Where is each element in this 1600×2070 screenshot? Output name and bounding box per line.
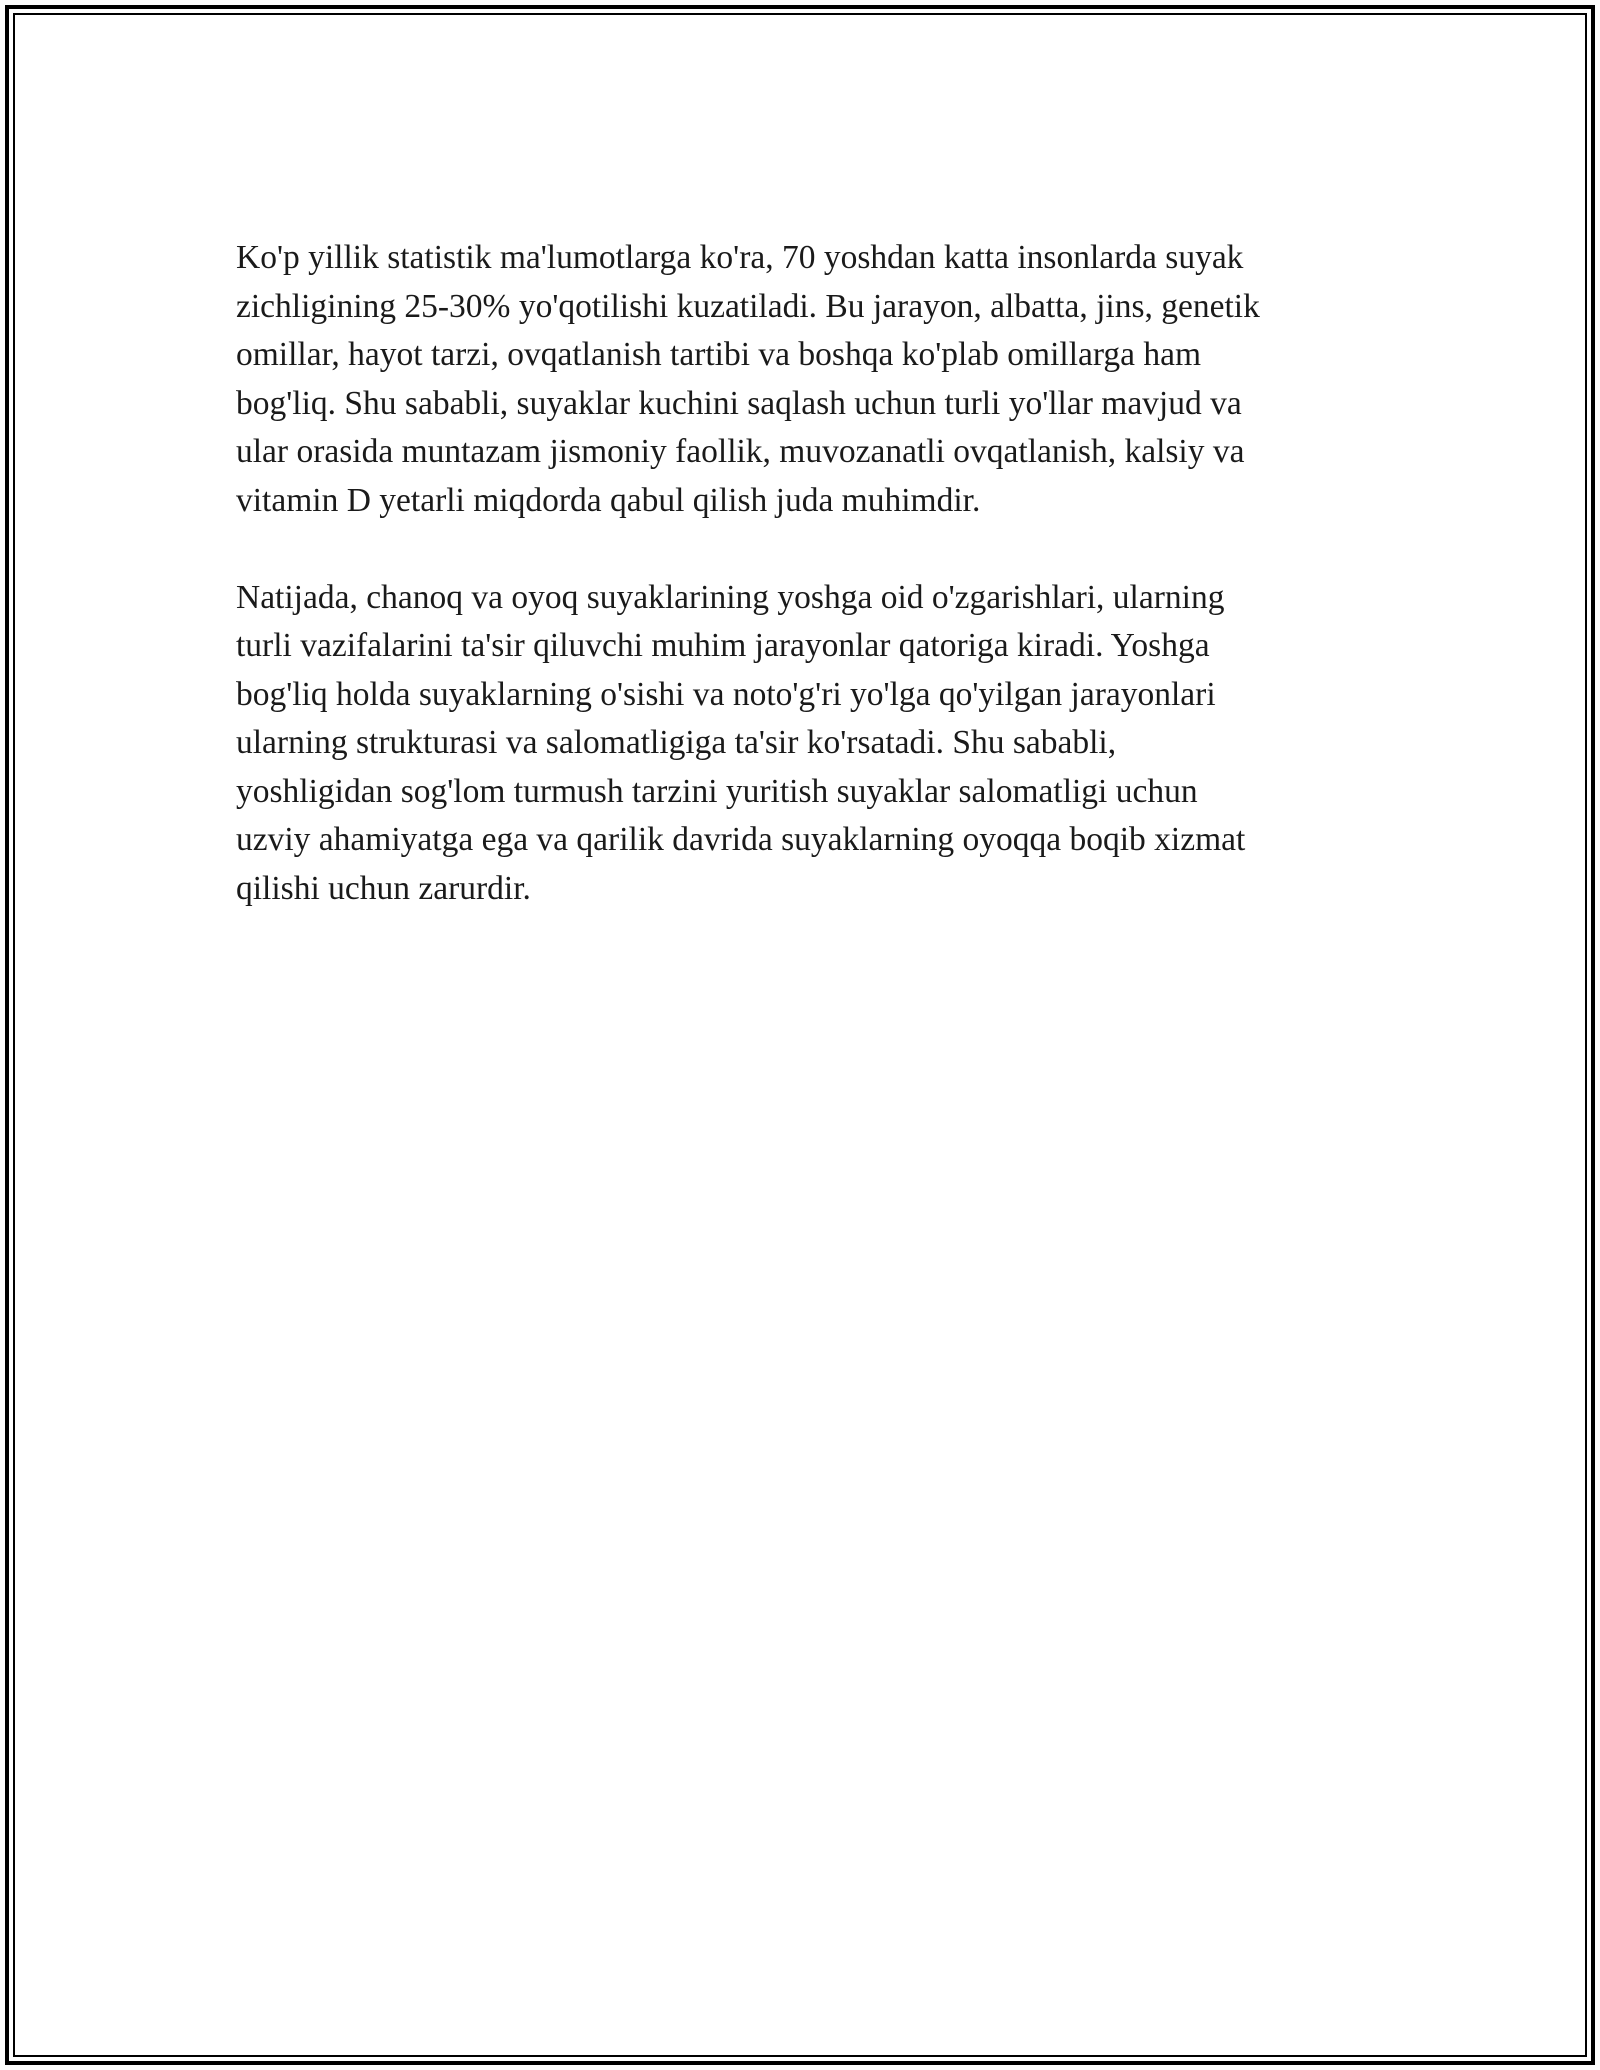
text-line: Ko'p yillik statistik ma'lumotlarga ko'ra, 70 yoshdan katta insonlarda suyak [236, 239, 1244, 276]
text-line: zichligining 25-30% yo'qotilishi kuzatiladi. Bu jarayon, albatta, jins, genetik [236, 287, 1260, 325]
document-body [236, 234, 1376, 962]
text-line: ular orasida muntazam jismoniy faollik, muvozanatli ovqatlanish, kalsiy va [236, 433, 1245, 470]
text-line: omillar, hayot tarzi, ovqatlanish tartibi va boshqa ko'plab omillarga ham [236, 336, 1202, 373]
text-line: ularning strukturasi va salomatligiga ta'sir ko'rsatadi. Shu sababli, [236, 724, 1117, 761]
text-line: turli vazifalarini ta'sir qiluvchi muhim jarayonlar qatoriga kiradi. Yoshga [236, 627, 1210, 664]
text-line: bog'liq holda suyaklarning o'sishi va noto'g'ri yo'lga qo'yilgan jarayonlari [236, 675, 1216, 713]
text-line: Natijada, chanoq va oyoq suyaklarining yoshga oid o'zgarishlari, ularning [236, 578, 1225, 616]
paragraph-1 [236, 234, 1376, 525]
text-line: yoshligidan sog'lom turmush tarzini yuritish suyaklar salomatligi uchun [236, 772, 1198, 810]
paragraph-2 [236, 574, 1376, 914]
text-line: vitamin D yetarli miqdorda qabul qilish juda muhimdir. [236, 481, 981, 519]
text-line: bog'liq. Shu sababli, suyaklar kuchini saqlash uchun turli yo'llar mavjud va [236, 384, 1242, 422]
text-line: qilishi uchun zarurdir. [236, 869, 531, 907]
text-line: uzviy ahamiyatga ega va qarilik davrida suyaklarning oyoqqa boqib xizmat [236, 821, 1246, 858]
